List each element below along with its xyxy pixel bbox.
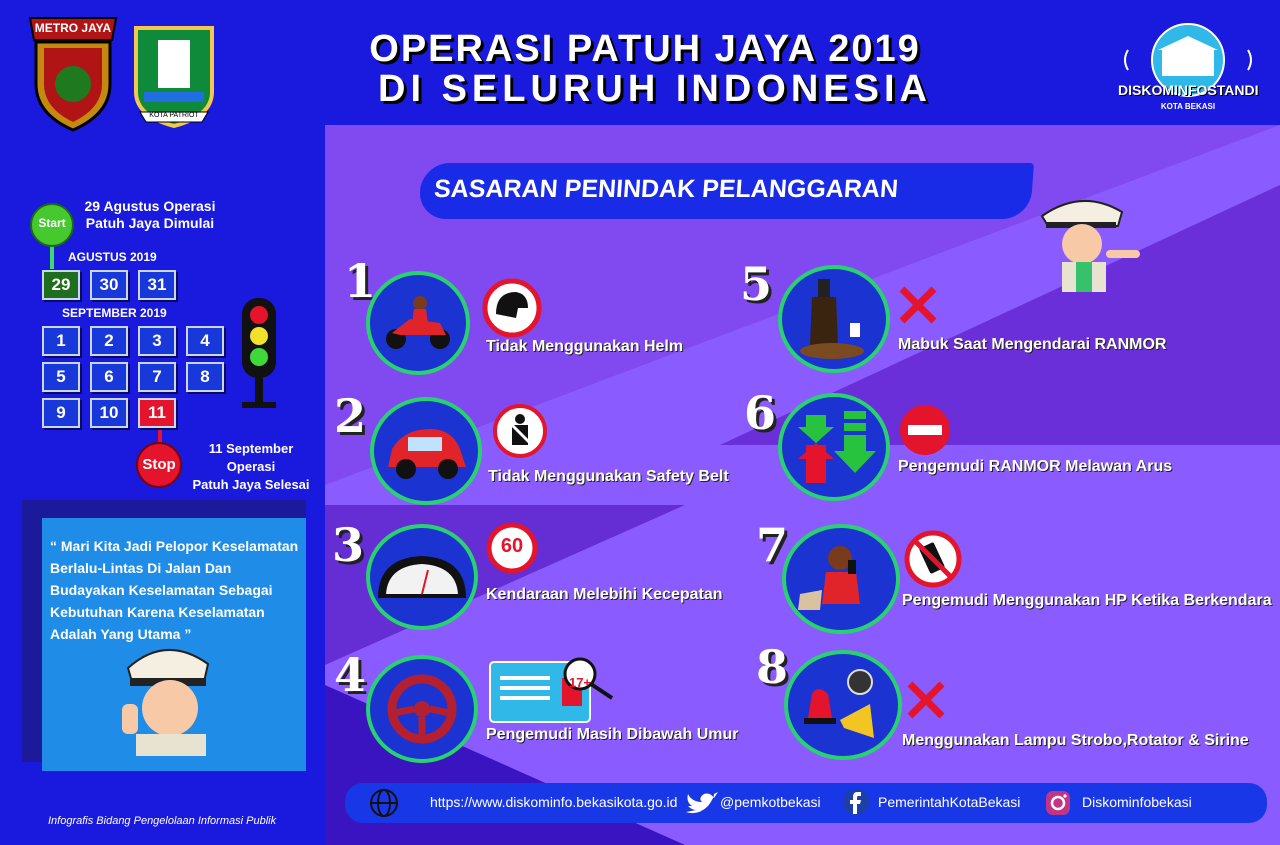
kota-patriot-text: KOTA PATRIOT [149, 112, 199, 119]
phone-driver-icon [786, 528, 896, 630]
day-aug-31: 31 [138, 270, 176, 300]
title-line-2: DI SELURUH INDONESIA [378, 68, 932, 110]
start-label: Start [38, 216, 66, 230]
item-label-1: Tidak Menggunakan Helm [486, 338, 684, 355]
x-mark-icon-8 [904, 678, 948, 722]
item-label-3: Kendaraan Melebihi Kecepatan [486, 586, 723, 603]
footer-website[interactable]: https://www.diskominfo.bekasikota.go.id [430, 794, 678, 810]
item-circle-3 [366, 524, 478, 630]
item-label-7: Pengemudi Menggunakan HP Ketika Berkendara [902, 592, 1272, 609]
credit-text: Infografis Bidang Pengelolaan Informasi Publik [48, 815, 277, 827]
alcohol-icon [782, 269, 886, 369]
helmet-sign-icon [482, 278, 542, 338]
start-text [75, 198, 225, 232]
item-circle-4 [366, 655, 478, 763]
globe-icon [368, 788, 400, 818]
day-sep-9: 9 [42, 398, 80, 428]
footer-facebook[interactable]: PemerintahKotaBekasi [878, 794, 1021, 810]
item-circle-7 [782, 524, 900, 634]
facebook-icon [842, 788, 870, 816]
start-text-line-1: 29 Agustus Operasi [84, 198, 216, 214]
arrows-icon [782, 397, 886, 497]
footer-twitter[interactable]: @pemkotbekasi [720, 794, 821, 810]
item-circle-1 [366, 271, 470, 375]
item-number-7: 7 [756, 518, 789, 572]
item-number-3: 3 [332, 518, 365, 572]
item-number-5: 5 [740, 257, 773, 311]
stop-text [186, 440, 316, 494]
day-sep-5: 5 [42, 362, 80, 392]
speed-limit-text: 60 [500, 535, 524, 557]
seatbelt-sign-icon [492, 403, 548, 459]
motorcycle-icon [370, 275, 466, 371]
day-sep-8: 8 [186, 362, 224, 392]
police-officer-thumbs-up-icon [116, 638, 216, 756]
title-line-1: OPERASI PATUH JAYA 2019 [369, 28, 921, 70]
item-number-8: 8 [756, 640, 789, 694]
footer-instagram[interactable]: Diskominfobekasi [1082, 794, 1192, 810]
item-number-4: 4 [334, 648, 367, 702]
day-aug-30: 30 [90, 270, 128, 300]
siren-icon [788, 654, 898, 756]
id-card-17-text: 17+ [568, 675, 592, 690]
item-label-6: Pengemudi RANMOR Melawan Arus [898, 458, 1173, 475]
police-officer-salute-icon [1032, 192, 1142, 296]
instagram-icon [1044, 789, 1072, 817]
car-icon [374, 401, 478, 501]
item-circle-6 [778, 393, 890, 501]
day-aug-29: 29 [42, 270, 80, 300]
day-sep-11: 11 [138, 398, 176, 428]
month-august: AGUSTUS 2019 [68, 250, 157, 264]
speedometer-icon [370, 528, 474, 626]
item-circle-5 [778, 265, 890, 373]
stop-text-line-1: 11 September Operasi [208, 441, 294, 474]
metro-jaya-text: METRO JAYA [34, 21, 112, 35]
item-label-4: Pengemudi Masih Dibawah Umur [486, 726, 739, 743]
item-label-8: Menggunakan Lampu Strobo,Rotator & Sirine [902, 732, 1249, 749]
item-label-2: Tidak Menggunakan Safety Belt [488, 468, 729, 485]
item-label-5: Mabuk Saat Mengendarai RANMOR [898, 336, 1167, 353]
month-september: SEPTEMBER 2019 [62, 306, 167, 320]
item-circle-8 [784, 650, 902, 760]
no-phone-icon [904, 530, 962, 588]
day-sep-10: 10 [90, 398, 128, 428]
kota-bekasi-text: KOTA BEKASI [1160, 102, 1216, 111]
diskominfostandi-text: DISKOMINFOSTANDI [1118, 82, 1259, 98]
section-title: SASARAN PENINDAK PELANGGARAN [418, 163, 1034, 219]
stop-label: Stop [142, 456, 176, 473]
quote-text: “ Mari Kita Jadi Pelopor Keselamatan Berlalu-Lintas Di Jalan Dan Budayakan Keselamatan Sebagai Kebutuhan Karena Keselamatan Adalah Yang Utama ” [50, 538, 299, 642]
item-number-1: 1 [344, 254, 377, 308]
stop-marker [136, 430, 184, 490]
kota-bekasi-logo [130, 22, 218, 132]
day-sep-3: 3 [138, 326, 176, 356]
x-mark-icon-5 [896, 283, 940, 327]
item-number-2: 2 [334, 389, 367, 443]
speed-limit-60-icon [486, 522, 538, 574]
day-sep-1: 1 [42, 326, 80, 356]
metro-jaya-logo [26, 14, 120, 132]
id-card-17-icon [488, 654, 618, 724]
day-sep-2: 2 [90, 326, 128, 356]
steering-wheel-icon [370, 659, 474, 759]
start-text-line-2: Patuh Jaya Dimulai [85, 215, 215, 231]
twitter-icon [684, 790, 718, 818]
item-number-6: 6 [744, 386, 777, 440]
traffic-light-icon [238, 298, 280, 410]
item-circle-2 [370, 397, 482, 505]
no-entry-icon [898, 403, 952, 457]
stop-text-line-2: Patuh Jaya Selesai [192, 477, 310, 492]
day-sep-7: 7 [138, 362, 176, 392]
diskominfostandi-logo [1118, 20, 1258, 120]
day-sep-4: 4 [186, 326, 224, 356]
day-sep-6: 6 [90, 362, 128, 392]
